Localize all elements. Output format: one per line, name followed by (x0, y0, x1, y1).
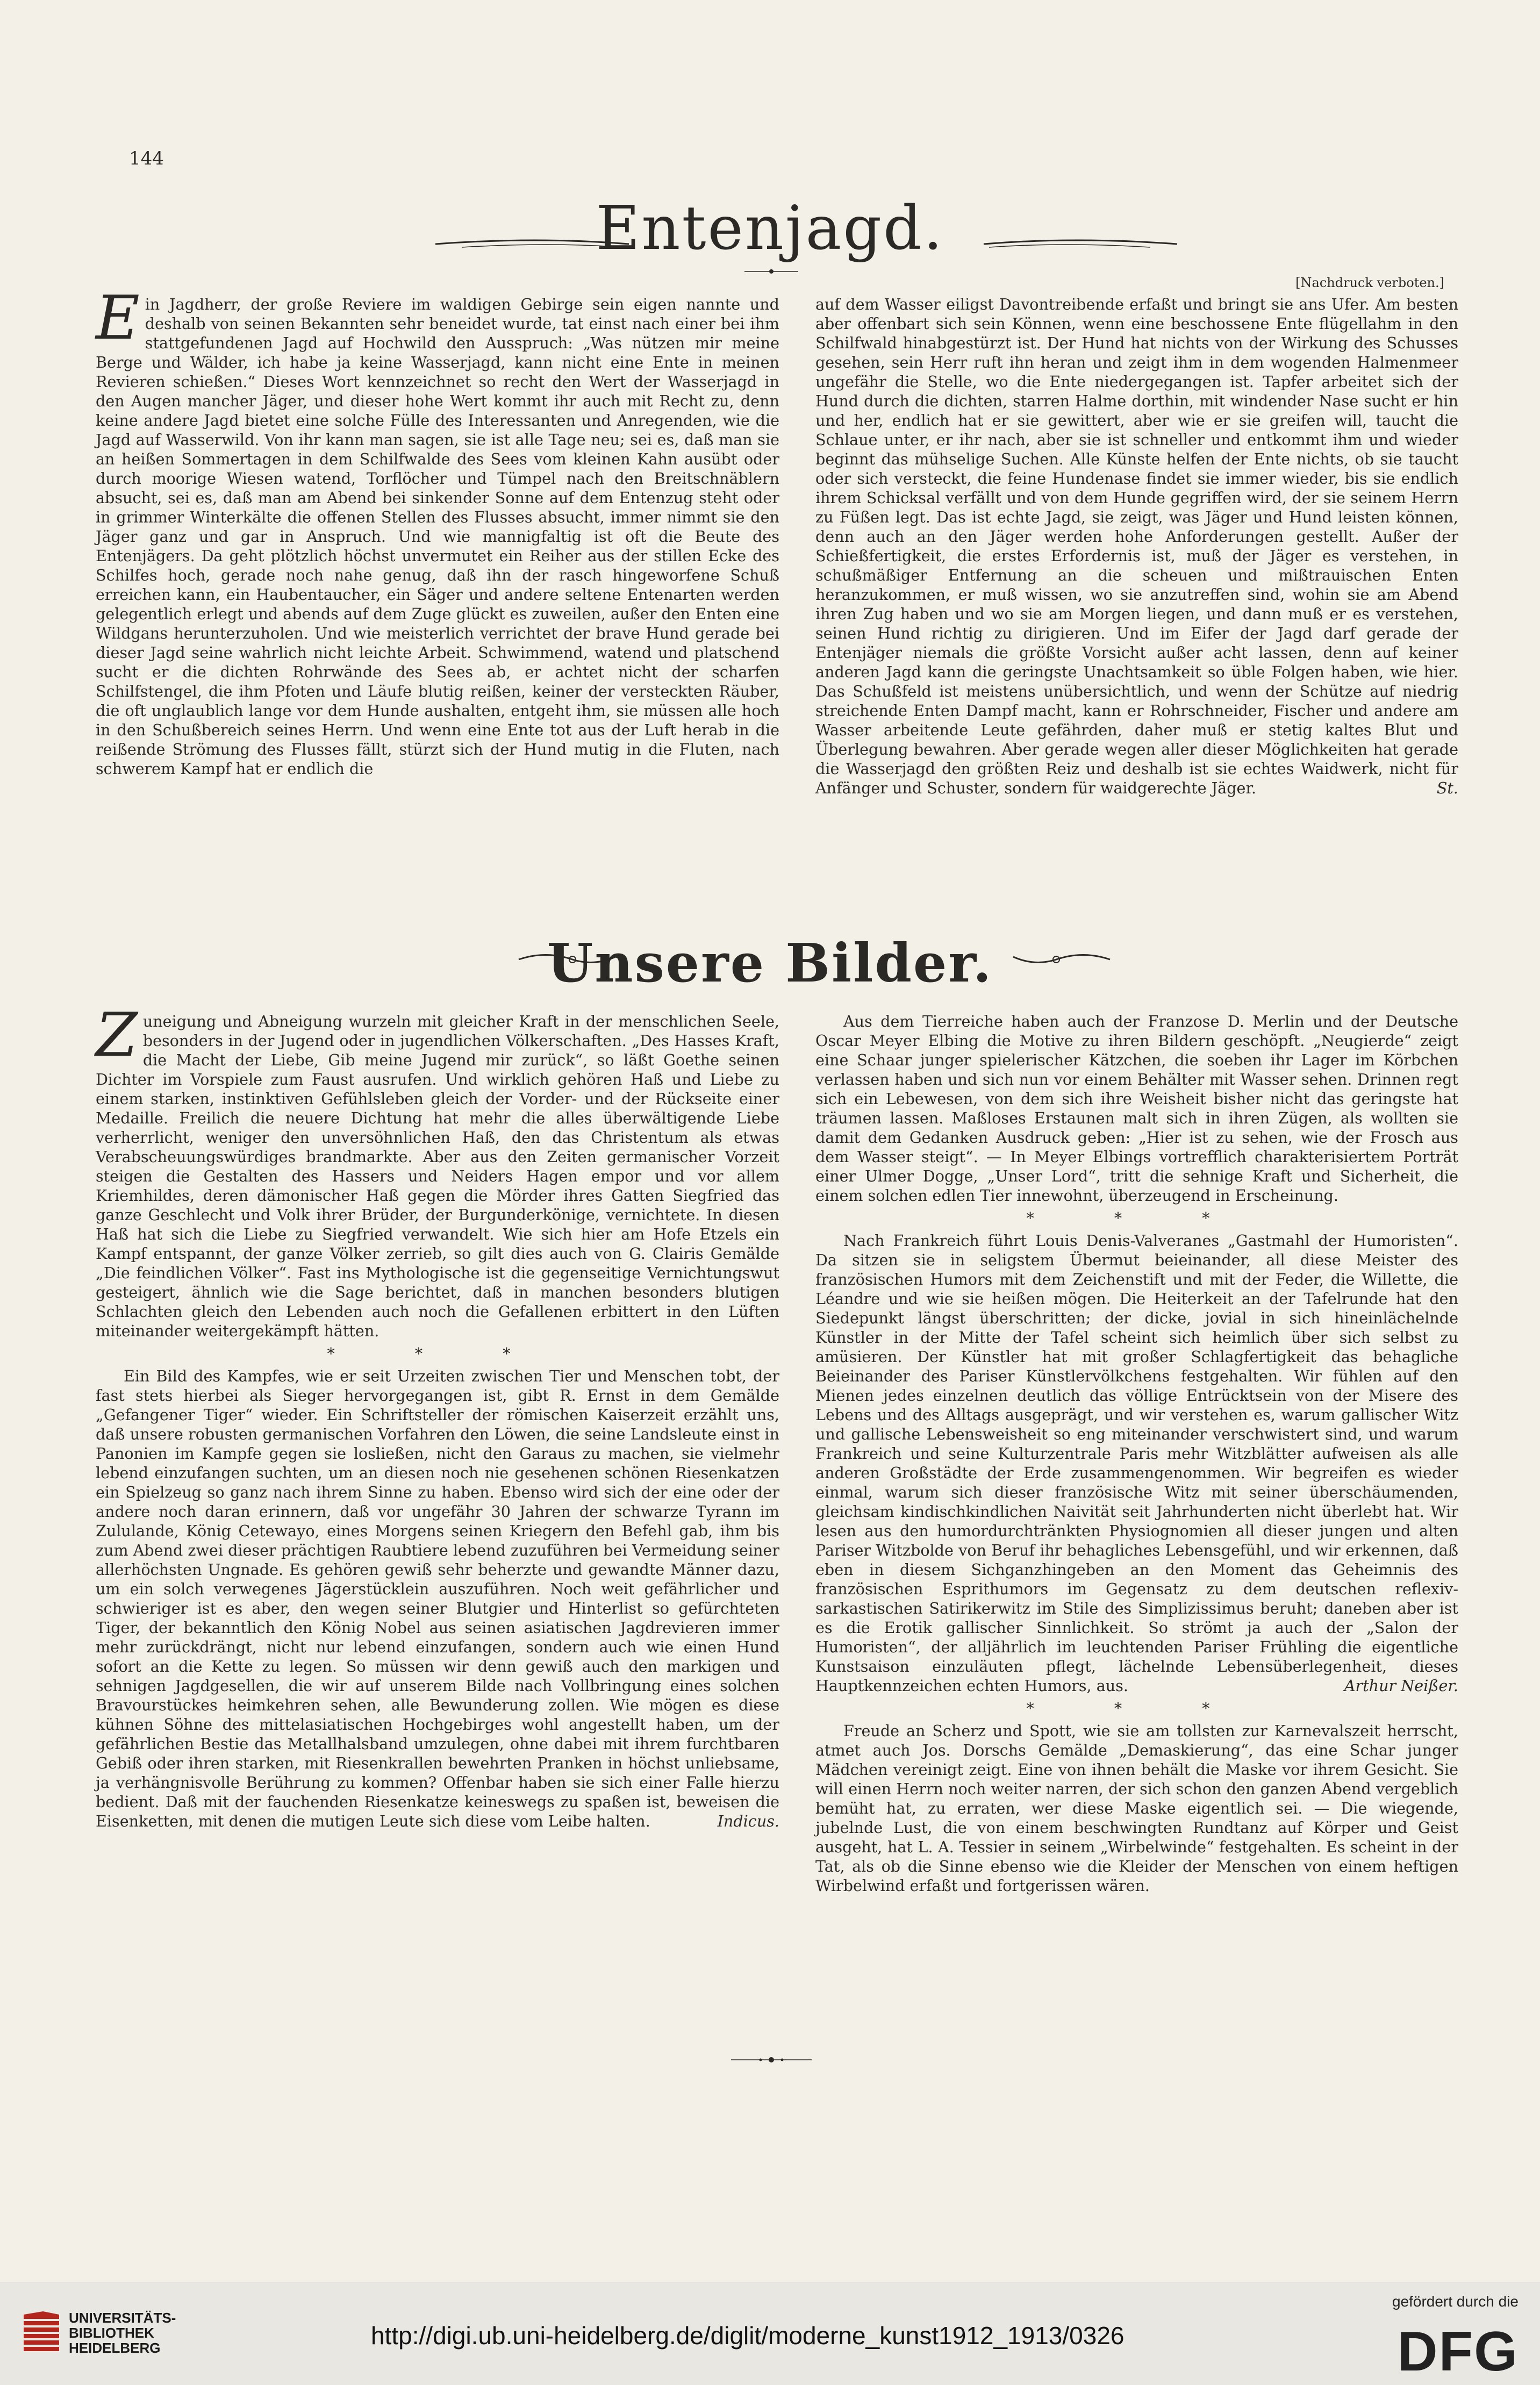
library-name-line: HEIDELBERG (69, 2340, 161, 2356)
dropcap: E (96, 283, 140, 353)
section-separator: * * * (1026, 1699, 1248, 1717)
title-ornament-right (1008, 946, 1115, 973)
article2-paragraph-3: Aus dem Tierreiche haben auch der Franzose D. Merlin und der Deutsche Oscar Meyer Elbing die Motive zu ihren Bildern geschöpft. „Neugierde“ zeigt eine Schaar junger spielerischer Kätzchen, die soeben ihr Lager im Körbchen verlassen haben und sich nun vor einem Behälter mit Wasser sehen. Drinnen regt sich ein Lebewesen, von dem sich ihre Weisheit bisher nicht das geringste hat träumen lassen. Maßloses Erstaunen malt sich in ihren Zügen, als wollten sie damit dem Gedanken Ausdruck geben: „Hier ist zu sehen, wie der Frosch aus dem Wasser steigt“. — In Meyer Elbings vortrefflich charakterisiertem Porträt einer Ulmer Dogge, „Unser Lord“, tritt die sehnige Kraft und Sicherheit, die einem solchen edlen Tier innewohnt, überzeugend in Erscheinung. (815, 1012, 1458, 1205)
dfg-logo: DFG (1397, 2320, 1518, 2383)
article2-column-right (815, 1012, 1458, 1895)
article1-text-left: in Jagdherr, der große Reviere im waldigen Gebirge sein eigen nannte und deshalb von seinen Bekannten sehr beneidet wurde, tat einst nach einer bei ihm stattgefundenen Jagd auf Hochwild den Ausspruch: „Was nützen mir meine Berge und Wälder, ich habe ja keine Wasserjagd, kann nicht eine Ente in meinen Revieren schießen.“ Dieses Wort kennzeichnet so recht den Wert der Wasserjagd in den Augen mancher Jäger, und dieser hohe Wert kommt ihr auch mit Recht zu, denn keine andere Jagd bietet eine solche Fülle des Interessanten und Anregenden, wie die Jagd auf Wasserwild. Von ihr kann man sagen, sie ist alle Tage neu; sei es, daß man sie an heißen Sommertagen in dem Schilfwalde des Sees vom kleinen Kahn ausübt oder durch moorige Wiesen watend, Torflöcher und Tümpel nach den Breitschnäblern absucht, sei es, daß man am Abend bei sinkender Sonne auf dem Entenzug steht oder in grimmer Winterkälte die offenen Stellen des Flusses absucht, immer nimmt sie den Jäger ganz und gar in Anspruch. Und wie mannigfaltig ist oft die Beute des Entenjägers. Da geht plötzlich höchst unvermutet ein Reiher aus der stillen Ecke des Schilfes hoch, gerade noch nahe genug, daß ihn der rasch hingeworfene Schuß erreichen kann, ein Haubentaucher, ein Säger und andere seltene Entenarten werden gelegentlich erlegt und abends auf dem Zuge glückt es zuweilen, außer den Enten eine Wildgans herunterzuholen. Und wie meisterlich verrichtet der brave Hund gerade bei dieser Jagd seine wahrlich nicht leichte Arbeit. Schwimmend, watend und platschend sucht er die dichten Rohrwände des Sees ab, er achtet nicht der scharfen Schilfstengel, die ihm Pfoten und Läufe blutig reißen, keiner der versteckten Räuber, die oft unglaublich lange vor dem Hunde aushalten, entgeht ihm, sie müssen alle hoch in den Schußbereich seines Herrn. Und wenn eine Ente tot aus der Luft herab in die reißende Strömung des Flusses fällt, stürzt sich der Hund mutig in die Fluten, nach schwerem Kampf hat er endlich die (96, 295, 779, 778)
signature: Indicus. (717, 1812, 779, 1830)
reprint-notice: [Nachdruck verboten.] (1295, 275, 1444, 290)
title-ornament-right (978, 226, 1183, 258)
article2-paragraph-1: uneigung und Abneigung wurzeln mit gleicher Kraft in der menschlichen Seele, besonders in der Jugend oder in jugendlichen Völkerschaften. „Des Hasses Kraft, die Macht der Liebe, Gib meine Jugend mir zurück“, so läßt Goethe seinen Dichter im Vorspiele zum Faust ausrufen. Und wirklich gehören Haß und Liebe zu einem starken, instinktiven Gefühlsleben gleich der Vorder- und der Rückseite einer Medaille. Freilich die neuere Dichtung hat mehr die alles überwältigende Liebe verherrlicht, weniger den unversöhnlichen Haß, den das Christentum als etwas Verabscheuungswürdiges brandmarkte. Aber aus den Zeiten germanischer Vorzeit steigen die Gestalten des Hassers und Neiders Hagen empor und vor allem Kriemhildes, deren dämonischer Haß gegen die Mörder ihres Gatten Siegfried das ganze Geschlecht und Volk ihrer Brüder, der Burgunderkönige, vernichtete. In diesen Haß hat sich die Liebe zu Siegfried verwandelt. Wie sich hier am Hofe Etzels ein Kampf entspannt, der ganze Völker zerrieb, so gilt dies auch von G. Clairis Gemälde „Die feindlichen Völker“. Fast ins Mythologische ist die gegenseitige Vernichtungswut gesteigert, ähnlich wie die Sage berichtet, daß in manchen besonders blutigen Schlachten gleich den Lebenden auch noch die Gefallenen erbittert in den Lüften miteinander weitergekämpft hätten. (96, 1012, 779, 1340)
funding-caption: gefördert durch die (1392, 2293, 1518, 2310)
article1-text-right: auf dem Wasser eiligst Davontreibende erfaßt und bringt sie ans Ufer. Am besten aber offenbart sich sein Können, wenn eine beschossene Ente flügellahm in den Schilfwald hinabgestürzt ist. Der Hund hat nichts von der Wirkung des Schusses gesehen, sein Herr ruft ihn heran und zeigt ihm in dem wogenden Halmenmeer ungefähr die Stelle, wo die Ente niedergegangen ist. Tapfer arbeitet sich der Hund durch die dichten, starren Halme dorthin, mit windender Nase sucht er hin und her, endlich hat er sie gewittert, aber wie er sie greifen will, taucht die Schlaue unter, er ihr nach, aber sie ist schneller und entkommt ihm und wieder beginnt das mühselige Suchen. Alle Künste helfen der Ente nichts, ob sie taucht oder sich versteckt, die feine Hundenase findet sie immer wieder, bis sie endlich ihrem Schicksal verfällt und von dem Hunde gegriffen wird, der sie seinem Herrn zu Füßen legt. Das ist echte Jagd, sie zeigt, was Jäger und Hund leisten können, denn auch an den Jäger werden hohe Anforderungen gestellt. Außer der Schießfertigkeit, die erstes Erfordernis ist, muß der Jäger es verstehen, in schußmäßiger Entfernung an die scheuen und mißtrauischen Enten heranzukommen, er muß wissen, wo sie anzutreffen sind, wohin sie am Abend ihren Zug haben und wo sie am Morgen liegen, und dann muß er es verstehen, seinen Hund richtig zu dirigieren. Und im Eifer der Jagd darf gerade der Entenjäger niemals die größte Vorsicht außer acht lassen, denn auf keiner anderen Jagd kann die geringste Unachtsamkeit so üble Folgen haben, wie hier. Das Schußfeld ist meistens unübersichtlich, und wenn der Schütze auf niedrig streichende Enten Dampf macht, kann er Rohrschneider, Fischer und andere am Wasser arbeitende Leute gefährden, daher muß er stetig kaltes Blut und Überlegung bewahren. Aber gerade wegen aller dieser Möglichkeiten hat gerade die Wasserjagd den größten Reiz und deshalb ist sie echtes Waidwerk, nicht für Anfänger und Schuster, sondern für waidgerechte Jäger. (815, 295, 1458, 797)
section-separator: * * * (1026, 1209, 1248, 1227)
section-separator: * * * (327, 1344, 548, 1363)
article2-paragraph-4: Nach Frankreich führt Louis Denis-Valveranes „Gastmahl der Humoristen“. Da sitzen sie in seligstem Übermut beieinander, all diese Meister des französischen Humors mit dem Zeichenstift und mit der Feder, die Willette, die Léandre und wie sie heißen mögen. Die Heiterkeit an der Tafelrunde hat den Siedepunkt längst überschritten; der dicke, jovial in sich hineinlächelnde Künstler in der Mitte der Tafel scheint sich heimlich über sich selbst zu amüsieren. Der Künstler hat mit großer Schlagfertigkeit das behagliche Beieinander des Pariser Künstlervölkchens festgehalten. Wir fühlen auf den Mienen jedes einzelnen deutlich das völlige Entrücktsein von der Misere des Lebens und des Alltags ausgeprägt, und wir verstehen es, warum gallischer Witz und gallische Lebensweisheit so eng miteinander verschwistert sind, und warum Frankreich und seine Kulturzentrale Paris mehr Witzblätter aufweisen als alle anderen Großstädte der Erde zusammengenommen. Wir begreifen es wieder einmal, warum sich dieser französische Witz mit seiner überschäumenden, gleichsam kindischkindlichen Naivität seit Jahrhunderten nicht überlebt hat. Wir lesen aus den humordurchtränkten Physiognomien all dieser jungen und alten Pariser Witzbolde von Beruf ihr behagliches Lebensgefühl, und wir erkennen, daß eben in diesem Sichganzhingeben an den Moment das Geheimnis des französischen Esprithumors im Gegensatz zu dem deutschen reflexiv-sarkastischen Satirikerwitz im Stile des Simplizissimus beruht; daneben aber ist es die Erotik gallischer Sinnlichkeit. So strömt ja auch der „Salon der Humoristen“, der alljährlich im leuchtenden Pariser Frühling die eigentliche Kunstsaison einzuläuten pflegt, lächelnde Lebensüberlegenheit, dieses Hauptkennzeichen echten Humors, aus. (815, 1231, 1458, 1695)
library-name-line: BIBLIOTHEK (69, 2325, 154, 2341)
article2-column-left (96, 1000, 779, 1831)
library-logo-icon (22, 2309, 61, 2352)
dropcap: Z (96, 1000, 138, 1070)
article-title-unsere-bilder: Unsere Bilder. (547, 933, 993, 994)
signature: St. (1436, 779, 1458, 797)
article2-paragraph-2: Ein Bild des Kampfes, wie er seit Urzeiten zwischen Tier und Menschen tobt, der fast stets hierbei als Sieger hervorgegangen ist, gibt R. Ernst in dem Gemälde „Gefangener Tiger“ wieder. Ein Schriftsteller der römischen Kaiserzeit erzählt uns, daß unsere robusten germanischen Vorfahren den Löwen, die seine Landsleute einst in Panonien im Kampfe gegen sie losließen, nicht den Garaus zu machen, sie vielmehr lebend einzufangen suchten, um an diesen noch nie gesehenen schönen Riesenkatzen ein Spielzeug so ganz nach ihrem Sinne zu haben. Ebenso wird sich der eine oder der andere noch daran erinnern, daß vor ungefähr 30 Jahren der schwarze Tyrann im Zululande, König Cetewayo, eines Morgens seinen Kriegern den Befehl gab, ihm bis zum Abend zwei dieser prächtigen Raubtiere lebend zuzuführen bei Vermeidung seiner allerhöchsten Ungnade. Es gehören gewiß sehr beherzte und gewandte Männer dazu, um ein solch verwegenes Jägerstücklein auszuführen. Noch weit gefährlicher und schwieriger ist es aber, den wegen seiner Blutgier und Hinterlist so gefürchteten Tiger, der bekanntlich den König Nobel aus seinen asiatischen Jagdrevieren immer mehr zurückdrängt, nicht nur lebend einzufangen, sondern auch wie einen Hund sofort an die Kette zu legen. So müssen wir denn gewiß auch den markigen und sehnigen Jagdgesellen, die wir auf unserem Bilde nach Vollbringung eines solchen Bravourstückes heimkehren sehen, alle Bewunderung zollen. Wie mögen es diese kühnen Söhne des mittelasiatischen Hochgebirges wohl angestellt haben, um der gefährlichen Bestie das Metallhalsband umzulegen, ohne dabei mit ihrem furchtbaren Gebiß oder ihren starken, mit Riesenkrallen bewehrten Pranken in höchst unliebsame, ja verhängnisvolle Berührung zu kommen? Offenbar haben sie sich einer Falle hierzu bedient. Daß mit der fauchenden Riesenkatze keineswegs zu spaßen ist, beweisen die Eisenketten, mit denen die mutigen Leute sich diese vom Leibe halten. (96, 1367, 779, 1830)
library-name-line: UNIVERSITÄTS- (69, 2310, 176, 2326)
article2-paragraph-5: Freude an Scherz und Spott, wie sie am tollsten zur Karnevalszeit herrscht, atmet auch Jos. Dorschs Gemälde „Demaskierung“, das eine Schar junger Mädchen vereinigt zeigt. Eine von ihnen behält die Maske vor ihrem Gesicht. Sie will einen Herrn noch weiter narren, der sich schon den ganzen Abend vergeblich bemüht hat, zu erraten, wer diese Maske eigentlich sei. — Die wiegende, jubelnde Lust, die von einem beschwingten Rundtanz auf Körper und Geist ausgeht, hat L. A. Tessier in seinem „Wirbelwinde“ festgehalten. Es scheint in der Tat, als ob die Sinne ebenso wie die Kleider der Menschen von einem heftigen Wirbelwind erfaßt und fortgerissen wären. (815, 1722, 1458, 1895)
title-flourish (742, 266, 801, 277)
library-name (69, 2310, 176, 2355)
article-title-entenjagd: Entenjagd. (596, 194, 944, 263)
footer-bar (0, 2282, 1540, 2385)
article1-column-right (815, 295, 1458, 798)
end-ornament (728, 2053, 814, 2066)
source-url[interactable]: http://digi.ub.uni-heidelberg.de/diglit/moderne_kunst1912_1913/0326 (371, 2322, 1124, 2350)
signature: Arthur Neißer. (1344, 1677, 1458, 1695)
page-number: 144 (129, 148, 164, 169)
article1-column-left (96, 283, 779, 778)
